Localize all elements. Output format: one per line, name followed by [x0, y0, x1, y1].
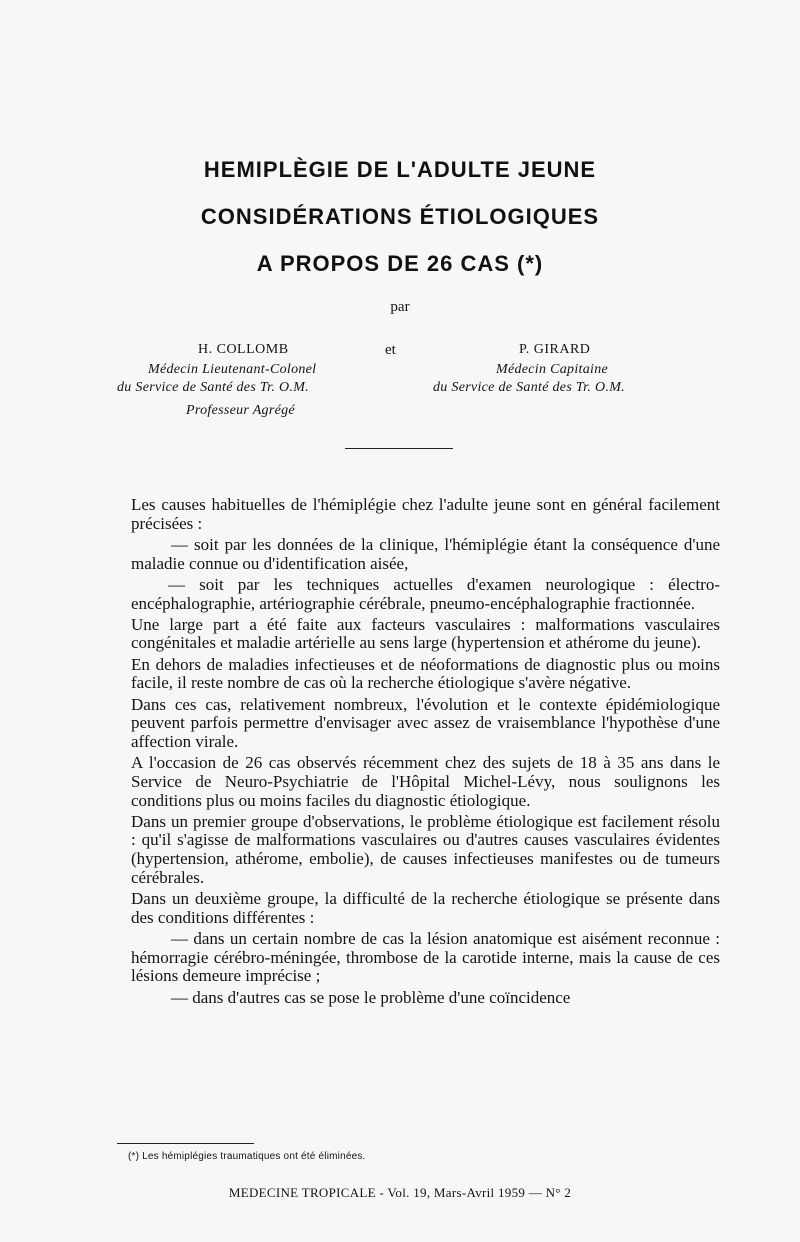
- paragraph-5: En dehors de maladies infectieuses et de néoformations de diagnostic plus ou moins facile, il reste nombre de cas où la recherche étiologique s'avère négative.: [131, 654, 720, 693]
- paragraph-1: Les causes habituelles de l'hémiplégie chez l'adulte jeune sont en général facilement précisées :: [131, 495, 720, 533]
- title-line-2: CONSIDÉRATIONS ÉTIOLOGIQUES: [200, 204, 600, 229]
- author-2-title-1: Médecin Capitaine: [496, 362, 609, 377]
- paragraph-10: — dans un certain nombre de cas la lésion anatomique est aisément reconnue : hémorragie cérébro-méningée, thrombose de la carotide interne, mais la cause de ces lésions demeure imprécise ;: [131, 928, 720, 986]
- author-1-title-1: Médecin Lieutenant-Colonel: [148, 362, 317, 377]
- title-line-3: A PROPOS DE 26 CAS (*): [256, 251, 544, 276]
- author-2-title-2: du Service de Santé des Tr. O.M.: [433, 380, 625, 395]
- paragraph-2: — soit par les données de la clinique, l'hémiplégie étant la conséquence d'une maladie connue ou d'identification aisée,: [131, 534, 720, 573]
- paragraph-7: A l'occasion de 26 cas observés récemment chez des sujets de 18 à 35 ans dans le Service de Neuro-Psychiatrie de l'Hôpital Michel-Lévy, nous soulignons les conditions plus ou moins faciles du diagnostic étiologique.: [131, 753, 720, 810]
- byline-conjunction: et: [385, 342, 396, 358]
- body-text: [131, 496, 720, 1010]
- title-line-1: HEMIPLÈGIE DE L'ADULTE JEUNE: [203, 157, 597, 182]
- author-1-title-3: Professeur Agrégé: [186, 403, 295, 418]
- author-1-title-2: du Service de Santé des Tr. O.M.: [117, 380, 309, 395]
- paragraph-9: Dans un deuxième groupe, la difficulté de la recherche étiologique se présente dans des conditions différentes :: [131, 889, 720, 927]
- paragraph-4: Une large part a été faite aux facteurs vasculaires : malformations vasculaires congénitales et maladie artérielle au sens large (hypertension et athérome du jeune).: [131, 614, 720, 653]
- author-2-name: P. GIRARD: [519, 342, 591, 357]
- paragraph-11: — dans d'autres cas se pose le problème d'une coïncidence: [171, 987, 571, 1007]
- journal-footer: MEDECINE TROPICALE - Vol. 19, Mars-Avril 1959 — N° 2: [228, 1185, 572, 1200]
- paragraph-3: — soit par les techniques actuelles d'examen neurologique : électro-encéphalographie, artériographie cérébrale, pneumo-encéphalographie fractionnée.: [131, 574, 720, 613]
- separator-rule: [345, 448, 453, 449]
- footnote: (*) Les hémiplégies traumatiques ont été éliminées.: [128, 1151, 366, 1162]
- paragraph-8: Dans un premier groupe d'observations, le problème étiologique est facilement résolu : qu'il s'agisse de malformations vasculaires ou d'autres causes vasculaires évidentes (hypertension, athérome, embolie), de causes infectieuses manifestes ou de tumeurs cérébrales.: [131, 811, 720, 887]
- byline-par: par: [390, 299, 410, 315]
- footnote-rule: [117, 1143, 254, 1144]
- author-1-name: H. COLLOMB: [198, 342, 289, 357]
- paragraph-6: Dans ces cas, relativement nombreux, l'évolution et le contexte épidémiologique peuvent parfois permettre d'envisager avec assez de vraisemblance l'hypothèse d'une affection virale.: [131, 694, 720, 751]
